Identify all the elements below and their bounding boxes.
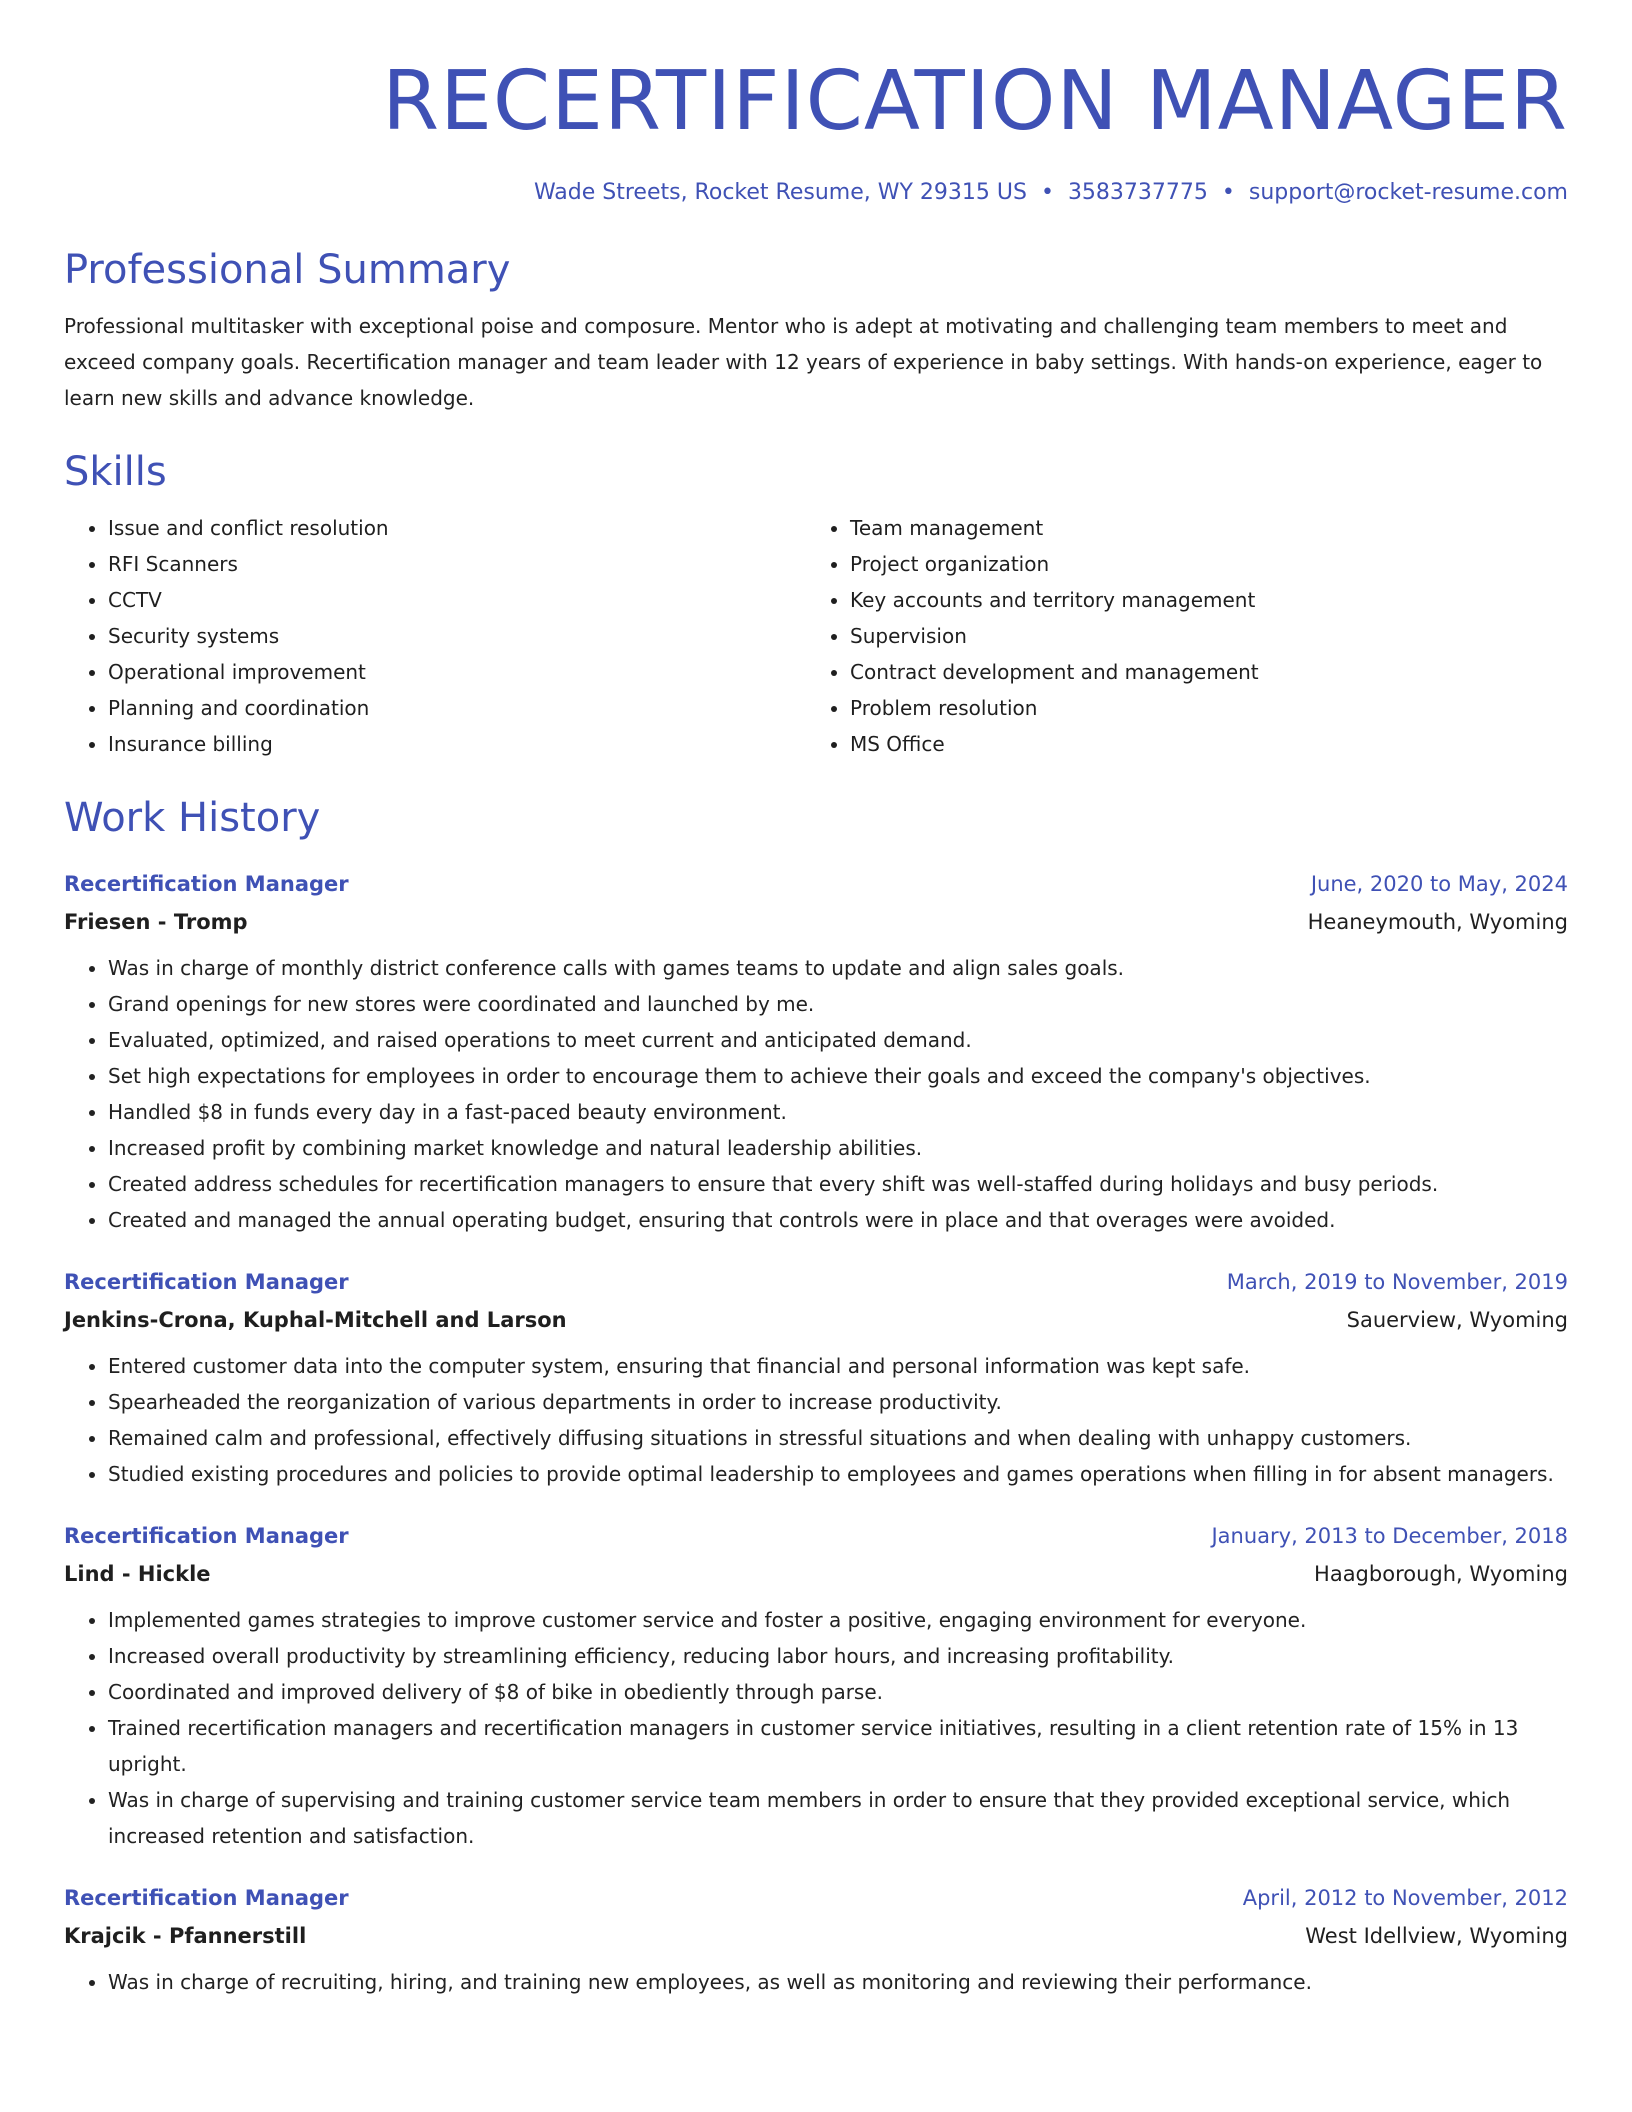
job-entry	[64, 1518, 1568, 1854]
job-entry	[64, 1880, 1568, 2000]
job-bullet: • Coordinated and improved delivery of $8 of bike in obediently through parse.	[108, 1674, 1568, 1710]
job-bullet: • Increased overall productivity by streamlining efficiency, reducing labor hours, and increasing profitability.	[108, 1638, 1568, 1674]
skill-item: • Key accounts and territory management	[850, 582, 1548, 618]
job-bullet: • Was in charge of monthly district conference calls with games teams to update and align sales goals.	[108, 950, 1568, 986]
job-title: Recertification Manager	[64, 1886, 349, 1910]
job-bullet: • Handled $8 in funds every day in a fast-paced beauty environment.	[108, 1094, 1568, 1130]
skill-item: • Issue and conflict resolution	[108, 510, 806, 546]
job-location: Sauerview, Wyoming	[1346, 1308, 1568, 1332]
skills-heading: Skills	[64, 449, 167, 495]
resume-name: RECERTIFICATION MANAGER	[382, 54, 1568, 149]
job-company: Krajcik - Pfannerstill	[64, 1924, 307, 1948]
summary-text: Professional multitasker with exceptional poise and composure. Mentor who is adept at motivating and challenging team members to meet and exceed company goals. Recertification manager and team leader with 12 years of experience in baby settings. With hands-on experience, eager to learn new skills and advance knowledge.	[64, 314, 1543, 410]
job-bullet: • Entered customer data into the computer system, ensuring that financial and personal information was kept safe.	[108, 1348, 1568, 1384]
job-title: Recertification Manager	[64, 1524, 349, 1548]
job-bullet: • Was in charge of recruiting, hiring, and training new employees, as well as monitoring and reviewing their performance.	[108, 1964, 1568, 2000]
skill-item: • CCTV	[108, 582, 806, 618]
job-bullets	[64, 1964, 1568, 2000]
job-bullets	[64, 950, 1568, 1238]
job-bullets	[64, 1602, 1568, 1854]
job-bullet: • Grand openings for new stores were coordinated and launched by me.	[108, 986, 1568, 1022]
job-location: Heaneymouth, Wyoming	[1307, 910, 1568, 934]
resume-header	[64, 0, 1568, 208]
job-entry	[64, 1264, 1568, 1492]
skill-item: • RFI Scanners	[108, 546, 806, 582]
job-bullet: • Evaluated, optimized, and raised operations to meet current and anticipated demand.	[108, 1022, 1568, 1058]
job-dates: June, 2020 to May, 2024	[1310, 872, 1568, 896]
skill-item: • Contract development and management	[850, 654, 1548, 690]
job-company: Friesen - Tromp	[64, 910, 248, 934]
work-history-heading: Work History	[64, 795, 321, 841]
skill-item: • Team management	[850, 510, 1548, 546]
job-bullet: • Spearheaded the reorganization of various departments in order to increase productivity.	[108, 1384, 1568, 1420]
work-history-list	[64, 866, 1568, 2000]
job-bullet: • Set high expectations for employees in order to encourage them to achieve their goals and exceed the company's objectives.	[108, 1058, 1568, 1094]
skills-list	[64, 510, 1568, 762]
job-dates: January, 2013 to December, 2018	[1211, 1524, 1568, 1548]
skills-column-right	[806, 510, 1548, 762]
job-dates: March, 2019 to November, 2019	[1226, 1270, 1568, 1294]
job-bullets	[64, 1348, 1568, 1492]
job-bullet: • Created address schedules for recertification managers to ensure that every shift was well-staffed during holidays and busy periods.	[108, 1166, 1568, 1202]
contact-line	[64, 178, 1568, 208]
job-bullet: • Studied existing procedures and policies to provide optimal leadership to employees and games operations when filling in for absent managers.	[108, 1456, 1568, 1492]
job-company: Jenkins-Crona, Kuphal-Mitchell and Larson	[64, 1308, 567, 1332]
skill-item: • MS Office	[850, 726, 1548, 762]
contact-separator: •	[1040, 180, 1054, 205]
contact-phone: 3583737775	[1067, 180, 1208, 205]
job-entry	[64, 866, 1568, 1238]
job-company: Lind - Hickle	[64, 1562, 211, 1586]
job-dates: April, 2012 to November, 2012	[1242, 1886, 1568, 1910]
contact-separator: •	[1221, 180, 1235, 205]
skill-item: • Project organization	[850, 546, 1548, 582]
skill-item: • Planning and coordination	[108, 690, 806, 726]
job-location: Haagborough, Wyoming	[1314, 1562, 1568, 1586]
job-bullet: • Trained recertification managers and recertification managers in customer service initiatives, resulting in a client retention rate of 15% in 13 upright.	[108, 1710, 1568, 1782]
skill-item: • Supervision	[850, 618, 1548, 654]
skill-item: • Operational improvement	[108, 654, 806, 690]
contact-address: Wade Streets, Rocket Resume, WY 29315 US	[533, 180, 1027, 205]
skills-column-left	[64, 510, 806, 762]
resume-page	[64, 0, 1568, 2000]
summary-heading: Professional Summary	[64, 247, 511, 293]
skill-item: • Security systems	[108, 618, 806, 654]
job-title: Recertification Manager	[64, 872, 349, 896]
skill-item: • Insurance billing	[108, 726, 806, 762]
job-bullet: • Created and managed the annual operating budget, ensuring that controls were in place and that overages were avoided.	[108, 1202, 1568, 1238]
contact-email: support@rocket-resume.com	[1248, 180, 1568, 205]
job-bullet: • Increased profit by combining market knowledge and natural leadership abilities.	[108, 1130, 1568, 1166]
job-title: Recertification Manager	[64, 1270, 349, 1294]
job-location: West Idellview, Wyoming	[1305, 1924, 1568, 1948]
job-bullet: • Implemented games strategies to improve customer service and foster a positive, engaging environment for everyone.	[108, 1602, 1568, 1638]
job-bullet: • Remained calm and professional, effectively diffusing situations in stressful situations and when dealing with unhappy customers.	[108, 1420, 1568, 1456]
job-bullet: • Was in charge of supervising and training customer service team members in order to ensure that they provided exceptional service, which increased retention and satisfaction.	[108, 1782, 1568, 1854]
skill-item: • Problem resolution	[850, 690, 1548, 726]
